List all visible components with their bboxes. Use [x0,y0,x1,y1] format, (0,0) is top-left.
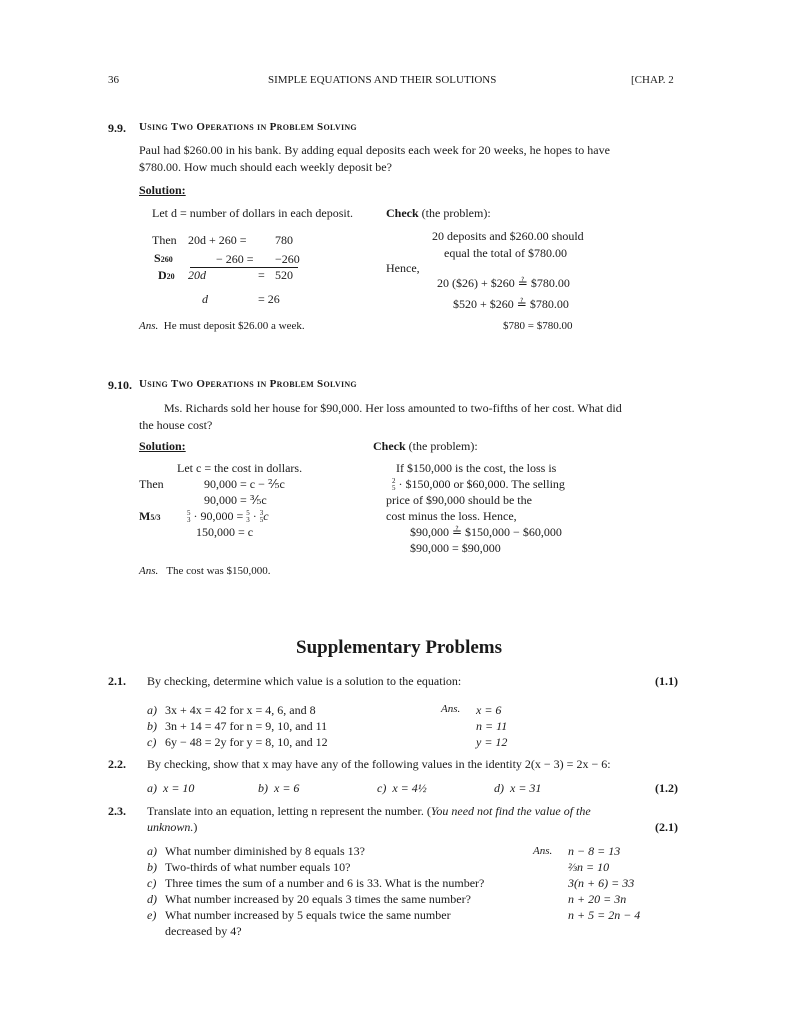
answer-item: 3(n + 6) = 33 [568,876,635,890]
equation-1-9-10: 90,000 = c − ⅖c [204,477,285,491]
equation-3-equals: = [258,268,265,282]
item-text: What number increased by 20 equals 3 times the same number? [165,892,471,906]
problem-statement-9-9-line2: $780.00. How much should each weekly deposit be? [139,160,392,174]
problem-statement-9-10-line2: the house cost? [139,418,213,432]
problem-number-9-9: 9.9. [108,121,126,135]
divide-label [158,268,175,283]
check-line-1-9-10: If $150,000 is the cost, the loss is [396,461,557,475]
answer-item: x = 6 [476,703,502,717]
equation-2-right: −260 [275,252,300,266]
equation-3-9-10 [187,509,269,524]
item-text-continued: decreased by 4? [165,924,242,938]
check-line-1-9-9: 20 deposits and $260.00 should [432,229,584,243]
solution-label-9-9: Solution: [139,183,186,197]
let-statement-9-9: Let d = number of dollars in each deposit. [152,206,354,220]
item-text: x = 6 [274,781,300,795]
equation-3-part-c: c [263,509,269,523]
fraction-five-thirds: 5 3 [187,509,191,525]
equation-3-left: 20d [188,268,206,282]
divide-subscript: 20 [166,272,175,281]
item-label: d) [494,781,504,795]
problem-text-2-1: By checking, determine which value is a solution to the equation: [147,674,462,688]
section-ref-2-1: (1.1) [655,674,678,688]
item-text: 3x + 4x = 42 for x = 4, 6, and 8 [165,703,316,717]
check-label: Check [386,206,419,220]
check-line-2-9-9: equal the total of $780.00 [444,246,567,260]
problem-text-italic: unknown. [147,820,194,834]
equation-2-left: − 260 = [216,252,254,266]
check-equation-2-9-10: $90,000 = $90,000 [410,541,501,555]
check-label: Check [373,439,406,453]
section-title: Supplementary Problems [296,637,503,658]
equation-3-right: 520 [275,268,293,282]
answer-text: The cost was $150,000. [166,565,271,577]
equation-3-part-b: · [252,509,257,523]
item-label: c) [147,735,157,749]
item-label: b) [147,860,157,874]
equation-4-9-10: 150,000 = c [196,525,254,539]
section-ref-2-3: (2.1) [655,820,678,834]
running-title: SIMPLE EQUATIONS AND THEIR SOLUTIONS [268,74,497,86]
subtract-label [154,251,173,266]
answer-label: Ans. [533,845,553,857]
equation-1-right: 780 [275,233,293,247]
check-equation-2-9-9: $520 + $260 ≟ $780.00 [453,297,569,311]
problem-heading-9-10: Using Two Operations in Problem Solving [139,378,357,390]
check-line-3-9-10: price of $90,000 should be the [386,493,532,507]
problem-statement-9-10-line1: Ms. Richards sold her house for $90,000. Her loss amounted to two-fifths of her cost. What did [164,401,622,415]
answer-item: n + 20 = 3n [568,892,627,906]
hence-label-9-9: Hence, [386,261,420,275]
item-text: Three times the sum of a number and 6 is 33. What is the number? [165,876,485,890]
fraction-two-fifths: 2 5 [392,477,396,493]
check-line-4-9-10: cost minus the loss. Hence, [386,509,517,523]
item-c-2-2 [377,781,427,796]
check-line-2-9-10 [392,477,565,492]
problem-text-2-3-line2 [147,820,197,835]
answer-label: Ans. [441,703,461,715]
equation-2-9-10: 90,000 = ⅗c [204,493,267,507]
problem-text-part: ) [193,820,198,834]
fraction-five-thirds: 5 3 [246,509,250,525]
subtract-letter: S [154,251,161,265]
check-text: (the problem): [421,206,491,220]
check-heading-9-10 [373,439,478,454]
check-equation-1-9-9: 20 ($26) + $260 ≟ $780.00 [437,276,570,290]
item-label: e) [147,908,157,922]
problem-text-2-2: By checking, show that x may have any of the following values in the identity 2(x − 3) = 2x − 6: [147,757,611,771]
equation-4-left: d [202,292,208,306]
answer-9-10 [139,565,271,579]
problem-statement-9-9-line1: Paul had $260.00 in his bank. By adding equal deposits each week for 20 weeks, he hopes to have [139,143,610,157]
item-label: d) [147,892,157,906]
item-label: a) [147,703,157,717]
answer-item: n = 11 [476,719,508,733]
item-text: 3n + 14 = 47 for n = 9, 10, and 11 [165,719,328,733]
answer-item: n + 5 = 2n − 4 [568,908,641,922]
problem-text-part: Translate into an equation, letting n represent the number. ( [147,804,431,818]
answer-item: y = 12 [476,735,508,749]
item-label: a) [147,781,157,795]
divide-letter: D [158,268,167,282]
item-text: x = 4½ [392,781,427,795]
item-label: b) [258,781,268,795]
item-text: x = 31 [510,781,542,795]
answer-item: ⅔n = 10 [568,860,610,874]
item-label: b) [147,719,157,733]
answer-label: Ans. [139,565,159,577]
subtract-subscript: 260 [160,255,173,264]
then-label-9-9: Then [152,233,177,247]
chapter-label: [CHAP. 2 [631,74,674,86]
answer-text: He must deposit $26.00 a week. [163,320,305,332]
problem-text-2-3-line1 [147,804,591,819]
check-text: (the problem): [408,439,478,453]
fraction-three-fifths: 3 5 [259,509,264,525]
item-d-2-2 [494,781,541,796]
multiply-label [139,509,161,524]
equation-4-right: = 26 [258,292,280,306]
item-text: Two-thirds of what number equals 10? [165,860,351,874]
section-ref-2-2: (1.2) [655,781,678,795]
equation-3-part-a: · 90,000 = [193,509,244,523]
problem-heading-9-9: Using Two Operations in Problem Solving [139,121,357,133]
then-label-9-10: Then [139,477,164,491]
answer-item: n − 8 = 13 [568,844,621,858]
let-statement-9-10: Let c = the cost in dollars. [177,461,303,475]
item-a-2-2 [147,781,194,796]
problem-text-italic: You need not find the value of the [430,804,591,818]
item-text: What number diminished by 8 equals 13? [165,844,365,858]
solution-label-9-10: Solution: [139,439,186,453]
equation-1-left: 20d + 260 = [188,233,247,247]
item-label: c) [377,781,387,795]
multiply-letter: M [139,509,151,523]
item-text: What number increased by 5 equals twice the same number [165,908,451,922]
check-equation-3-9-9: $780 = $780.00 [503,320,573,332]
page-number: 36 [108,74,119,86]
problem-number-2-3: 2.3. [108,804,126,818]
item-text: x = 10 [163,781,195,795]
problem-number-2-1: 2.1. [108,674,126,688]
item-label: a) [147,844,157,858]
multiply-subscript: 5/3 [150,513,161,522]
item-b-2-2 [258,781,299,796]
item-label: c) [147,876,157,890]
answer-9-9 [139,320,305,334]
problem-number-9-10: 9.10. [108,378,132,392]
check-line-2-text: · $150,000 or $60,000. The selling [398,477,565,491]
answer-label: Ans. [139,320,159,332]
item-text: 6y − 48 = 2y for y = 8, 10, and 12 [165,735,328,749]
check-equation-1-9-10: $90,000 ≟ $150,000 − $60,000 [410,525,562,539]
problem-number-2-2: 2.2. [108,757,126,771]
check-heading-9-9 [386,206,491,221]
